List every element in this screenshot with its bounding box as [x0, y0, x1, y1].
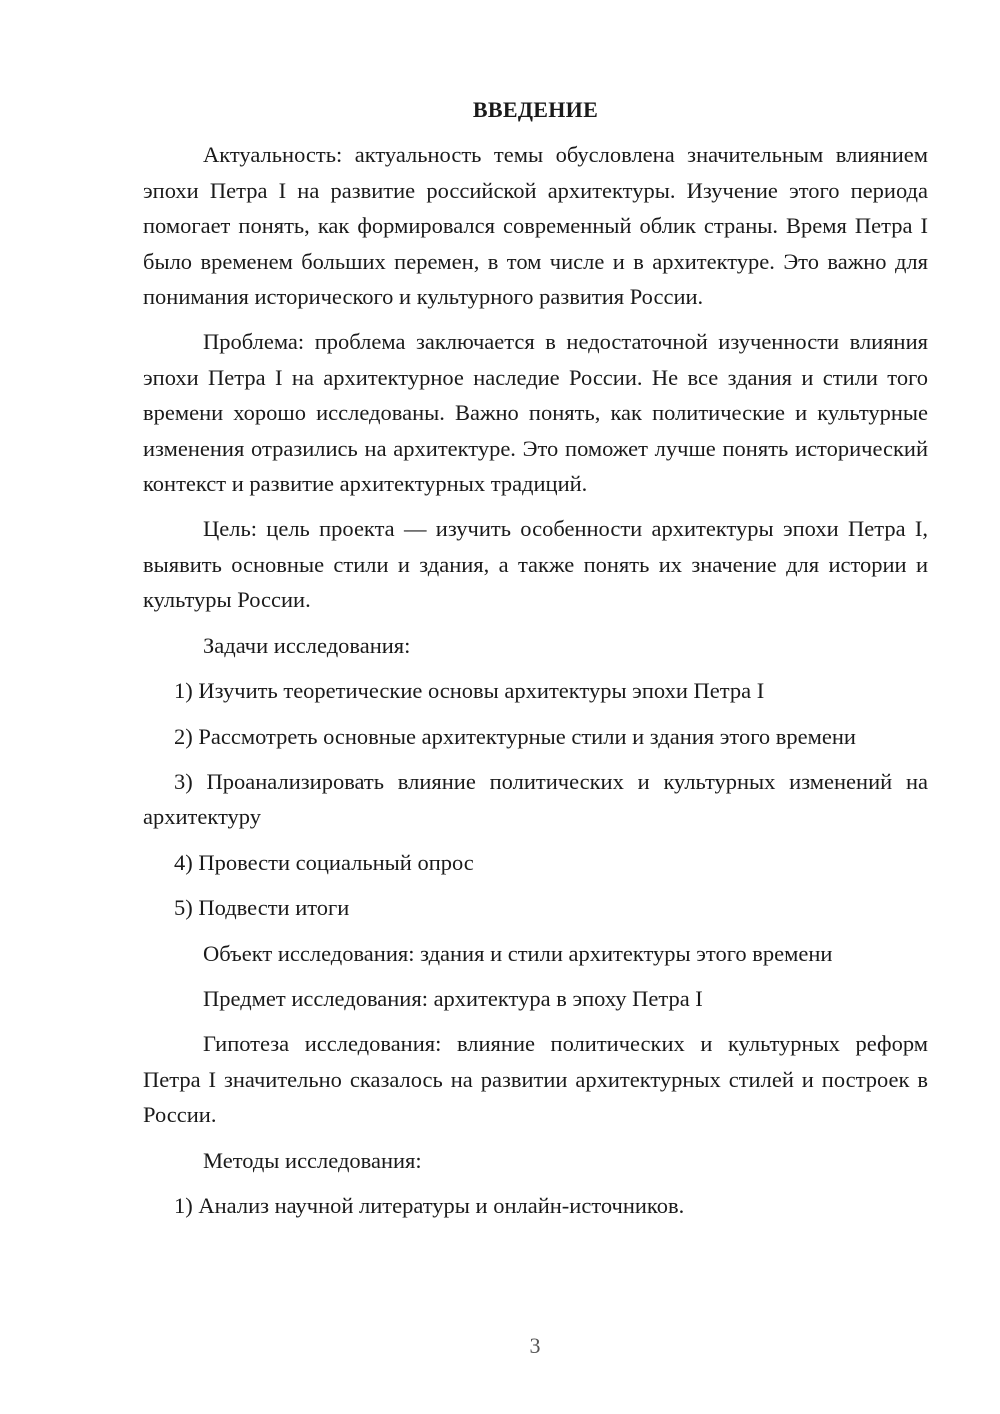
page-number: 3 [529, 1333, 541, 1358]
problem-paragraph: Проблема: проблема заключается в недостаточной изученности влияния эпохи Петра I на архитектурное наследие России. Не все здания и стили того времени хорошо исследованы. Важно понять, как политические и культурные изменения отразились на архитектуре. Это поможет лучше понять исторический контекст и развитие архитектурных традиций. [143, 329, 928, 497]
task-item-1: 1) Изучить теоретические основы архитектуры эпохи Петра I [174, 678, 765, 704]
object-line: Объект исследования: здания и стили архитектуры этого времени [203, 940, 833, 966]
task-item-5: 5) Подвести итоги [174, 895, 350, 921]
methods-heading: Методы исследования: [203, 1147, 422, 1173]
task-item-2: 2) Рассмотреть основные архитектурные стили и здания этого времени [174, 723, 856, 749]
document-page [143, 92, 928, 1233]
tasks-heading: Задачи исследования: [203, 632, 411, 658]
goal-paragraph: Цель: цель проекта — изучить особенности архитектуры эпохи Петра I, выявить основные стили и здания, а также понять их значение для истории и культуры России. [143, 516, 928, 613]
task-item-3: 3) Проанализировать влияние политических и культурных изменений на архитектуру [143, 768, 928, 830]
subject-line: Предмет исследования: архитектура в эпоху Петра I [203, 985, 703, 1011]
task-item-4: 4) Провести социальный опрос [174, 849, 474, 875]
section-title: ВВЕДЕНИЕ [472, 97, 599, 122]
relevance-paragraph: Актуальность: актуальность темы обусловлена значительным влиянием эпохи Петра I на развитие российской архитектуры. Изучение этого периода помогает понять, как формировался современный облик страны. Время Петра I было временем больших перемен, в том числе и в архитектуре. Это важно для понимания исторического и культурного развития России. [143, 142, 928, 310]
hypothesis-paragraph: Гипотеза исследования: влияние политических и культурных реформ Петра I значительно сказалось на развитии архитектурных стилей и построек в России. [143, 1031, 928, 1128]
method-item-1: 1) Анализ научной литературы и онлайн-источников. [174, 1192, 685, 1218]
